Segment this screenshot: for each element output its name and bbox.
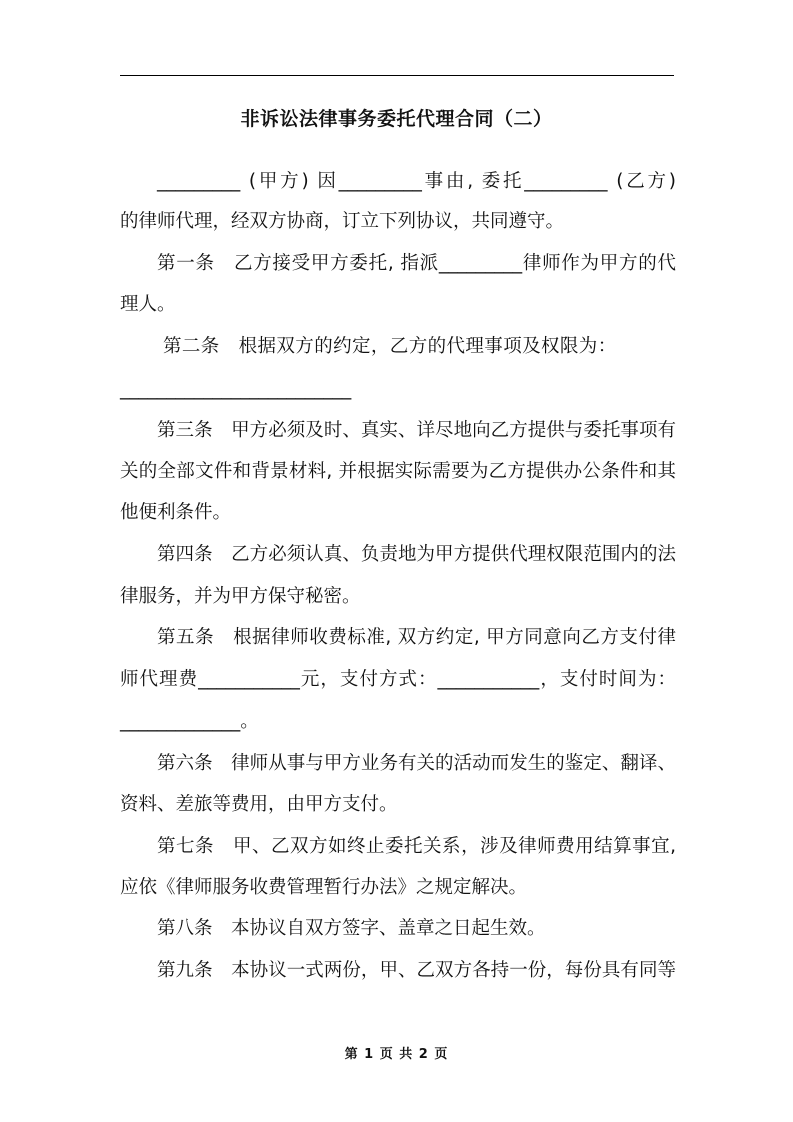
line-16: 资料、差旅等费用，由甲方支付。 <box>120 794 398 815</box>
line-18: 应依《律师服务收费管理暂行办法》之规定解决。 <box>120 877 528 898</box>
line-5: 第二条 根据双方的约定，乙方的代理事项及权限为： <box>163 336 617 357</box>
line-3: 第一条 乙方接受甲方委托, 指派_________律师作为甲方的代 <box>157 253 676 274</box>
line-17: 第七条 甲、乙双方如终止委托关系，涉及律师费用结算事宜, <box>157 836 676 857</box>
document-title: 非诉讼法律事务委托代理合同（二） <box>240 108 553 130</box>
line-4: 理人。 <box>120 294 176 315</box>
line-8: 关的全部文件和背景材料, 并根据实际需要为乙方提供办公条件和其 <box>120 461 676 482</box>
header-rule <box>120 75 674 76</box>
line-7: 第三条 甲方必须及时、真实、详尽地向乙方提供与委托事项有 <box>157 420 676 441</box>
line-14: _____________。 <box>120 711 259 732</box>
line-1: _________ (甲方) 因_________事由, 委托_________ (乙方) <box>157 171 676 192</box>
line-19: 第八条 本协议自双方签字、盖章之日起生效。 <box>157 918 546 939</box>
page-number: 第 1 页 共 2 页 <box>344 1047 449 1062</box>
line-12: 第五条 根据律师收费标准, 双方约定, 甲方同意向乙方支付律 <box>157 627 676 648</box>
line-10: 第四条 乙方必须认真、负责地为甲方提供代理权限范围内的法 <box>157 544 676 565</box>
line-20: 第九条 本协议一式两份，甲、乙双方各持一份，每份具有同等 <box>157 960 676 981</box>
line-13: 师代理费___________元，支付方式：___________，支付时间为： <box>120 669 676 690</box>
line-11: 律服务，并为甲方保守秘密。 <box>120 586 361 607</box>
line-15: 第六条 律师从事与甲方业务有关的活动而发生的鉴定、翻译、 <box>157 753 676 774</box>
line-2: 的律师代理，经双方协商，订立下列协议，共同遵守。 <box>120 211 565 232</box>
line-6: _________________________ <box>120 379 352 400</box>
line-9: 他便利条件。 <box>120 502 232 523</box>
